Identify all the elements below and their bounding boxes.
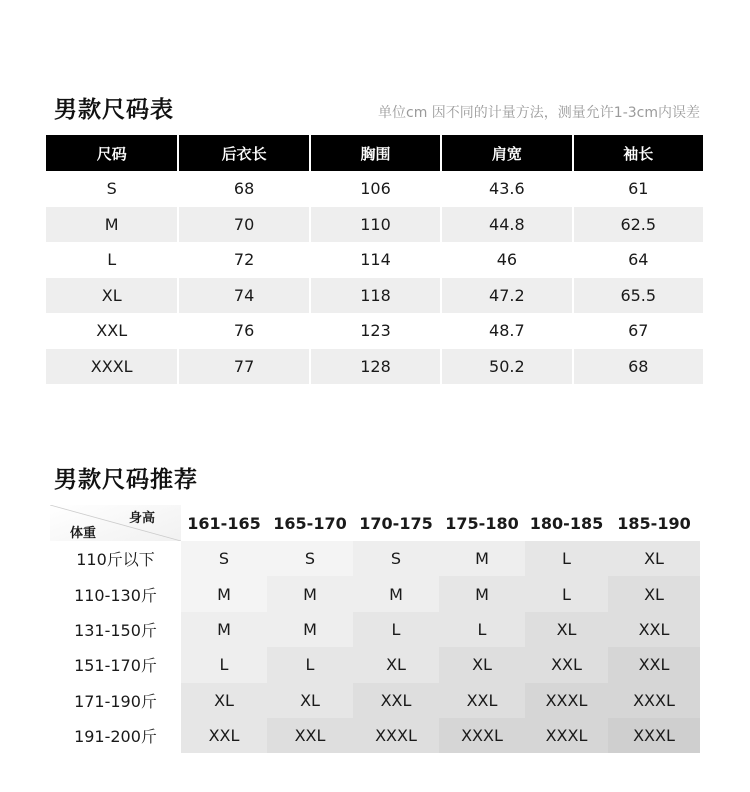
table-row (46, 171, 703, 207)
recommended-size: XL (608, 576, 700, 611)
table-cell: 118 (309, 278, 440, 314)
recommended-size: M (267, 612, 353, 647)
recommended-size: XXXL (608, 683, 700, 718)
table-cell: 65.5 (572, 278, 703, 314)
table-cell: S (46, 171, 177, 207)
recommended-size: S (267, 541, 353, 576)
table-row (46, 313, 703, 349)
header-shoulder: 肩宽 (440, 135, 571, 171)
recommend-row (50, 647, 700, 682)
height-axis-label: 身高 (128, 511, 155, 526)
table-cell: 47.2 (440, 278, 571, 314)
header-size: 尺码 (46, 135, 177, 171)
table-cell: 43.6 (440, 171, 571, 207)
recommended-size: XL (525, 612, 608, 647)
table-cell: M (46, 207, 177, 243)
recommended-size: XL (439, 647, 525, 682)
table-cell: 68 (572, 349, 703, 385)
recommend-row (50, 683, 700, 718)
table-row (46, 242, 703, 278)
table-cell: 110 (309, 207, 440, 243)
recommended-size: XXXL (525, 718, 608, 753)
height-header: 180-185 (529, 513, 604, 533)
weight-label: 191-200斤 (50, 718, 181, 753)
table-cell: 67 (572, 313, 703, 349)
table-cell: XXL (46, 313, 177, 349)
recommend-row (50, 612, 700, 647)
table-cell: L (46, 242, 177, 278)
recommended-size: L (267, 647, 353, 682)
table-cell: 62.5 (572, 207, 703, 243)
recommended-size: M (353, 576, 439, 611)
header-back-length: 后衣长 (177, 135, 308, 171)
recommended-size: L (525, 541, 608, 576)
table-cell: 114 (309, 242, 440, 278)
recommended-size: XL (181, 683, 267, 718)
recommended-size: S (181, 541, 267, 576)
recommended-size: XXL (353, 683, 439, 718)
weight-label: 131-150斤 (50, 612, 181, 647)
table-cell: 128 (309, 349, 440, 385)
recommended-size: L (525, 576, 608, 611)
table-cell: XL (46, 278, 177, 314)
corner-cell (50, 505, 181, 541)
table-row (46, 349, 703, 385)
table-cell: 74 (177, 278, 308, 314)
table-cell: 77 (177, 349, 308, 385)
weight-axis-label: 体重 (70, 526, 97, 541)
recommended-size: XL (267, 683, 353, 718)
recommended-size: XXXL (439, 718, 525, 753)
recommended-size: XXL (525, 647, 608, 682)
table-cell: 48.7 (440, 313, 571, 349)
weight-label: 171-190斤 (50, 683, 181, 718)
recommended-size: XXXL (353, 718, 439, 753)
recommend-row (50, 541, 700, 576)
measurement-note: 单位cm 因不同的计量方法，测量允许1-3cm内误差 (378, 105, 700, 121)
table-cell: 50.2 (440, 349, 571, 385)
table-row (46, 278, 703, 314)
recommended-size: M (439, 576, 525, 611)
table-cell: XXXL (46, 349, 177, 385)
recommend-header-row (50, 505, 700, 541)
recommended-size: L (181, 647, 267, 682)
recommended-size: XXL (439, 683, 525, 718)
weight-label: 151-170斤 (50, 647, 181, 682)
table-cell: 68 (177, 171, 308, 207)
recommended-size: M (181, 576, 267, 611)
recommended-size: M (439, 541, 525, 576)
recommend-row (50, 576, 700, 611)
height-header: 185-190 (617, 513, 691, 533)
header-chest: 胸围 (309, 135, 440, 171)
size-chart-title: 男款尺码表 (54, 97, 174, 123)
table-cell: 72 (177, 242, 308, 278)
weight-label: 110斤以下 (50, 541, 181, 576)
table-cell: 61 (572, 171, 703, 207)
table-cell: 106 (309, 171, 440, 207)
size-chart-header-row (46, 135, 703, 171)
recommended-size: XL (608, 541, 700, 576)
height-header: 170-175 (359, 513, 433, 533)
weight-label: 110-130斤 (50, 576, 181, 611)
recommended-size: L (353, 612, 439, 647)
size-chart-table (46, 135, 703, 384)
recommended-size: XXL (267, 718, 353, 753)
recommend-row (50, 718, 700, 753)
recommended-size: XXL (181, 718, 267, 753)
table-cell: 44.8 (440, 207, 571, 243)
recommend-title: 男款尺码推荐 (54, 467, 198, 493)
table-cell: 46 (440, 242, 571, 278)
table-cell: 76 (177, 313, 308, 349)
table-row (46, 207, 703, 243)
recommended-size: M (267, 576, 353, 611)
height-header: 175-180 (445, 513, 519, 533)
table-cell: 64 (572, 242, 703, 278)
recommended-size: XXXL (608, 718, 700, 753)
recommended-size: XXL (608, 612, 700, 647)
header-sleeve: 袖长 (572, 135, 703, 171)
recommended-size: M (181, 612, 267, 647)
recommended-size: XL (353, 647, 439, 682)
height-header: 161-165 (187, 513, 261, 533)
table-cell: 70 (177, 207, 308, 243)
recommended-size: XXXL (525, 683, 608, 718)
table-cell: 123 (309, 313, 440, 349)
recommended-size: L (439, 612, 525, 647)
size-recommend-table (50, 505, 700, 753)
height-header: 165-170 (273, 513, 347, 533)
recommended-size: XXL (608, 647, 700, 682)
recommended-size: S (353, 541, 439, 576)
